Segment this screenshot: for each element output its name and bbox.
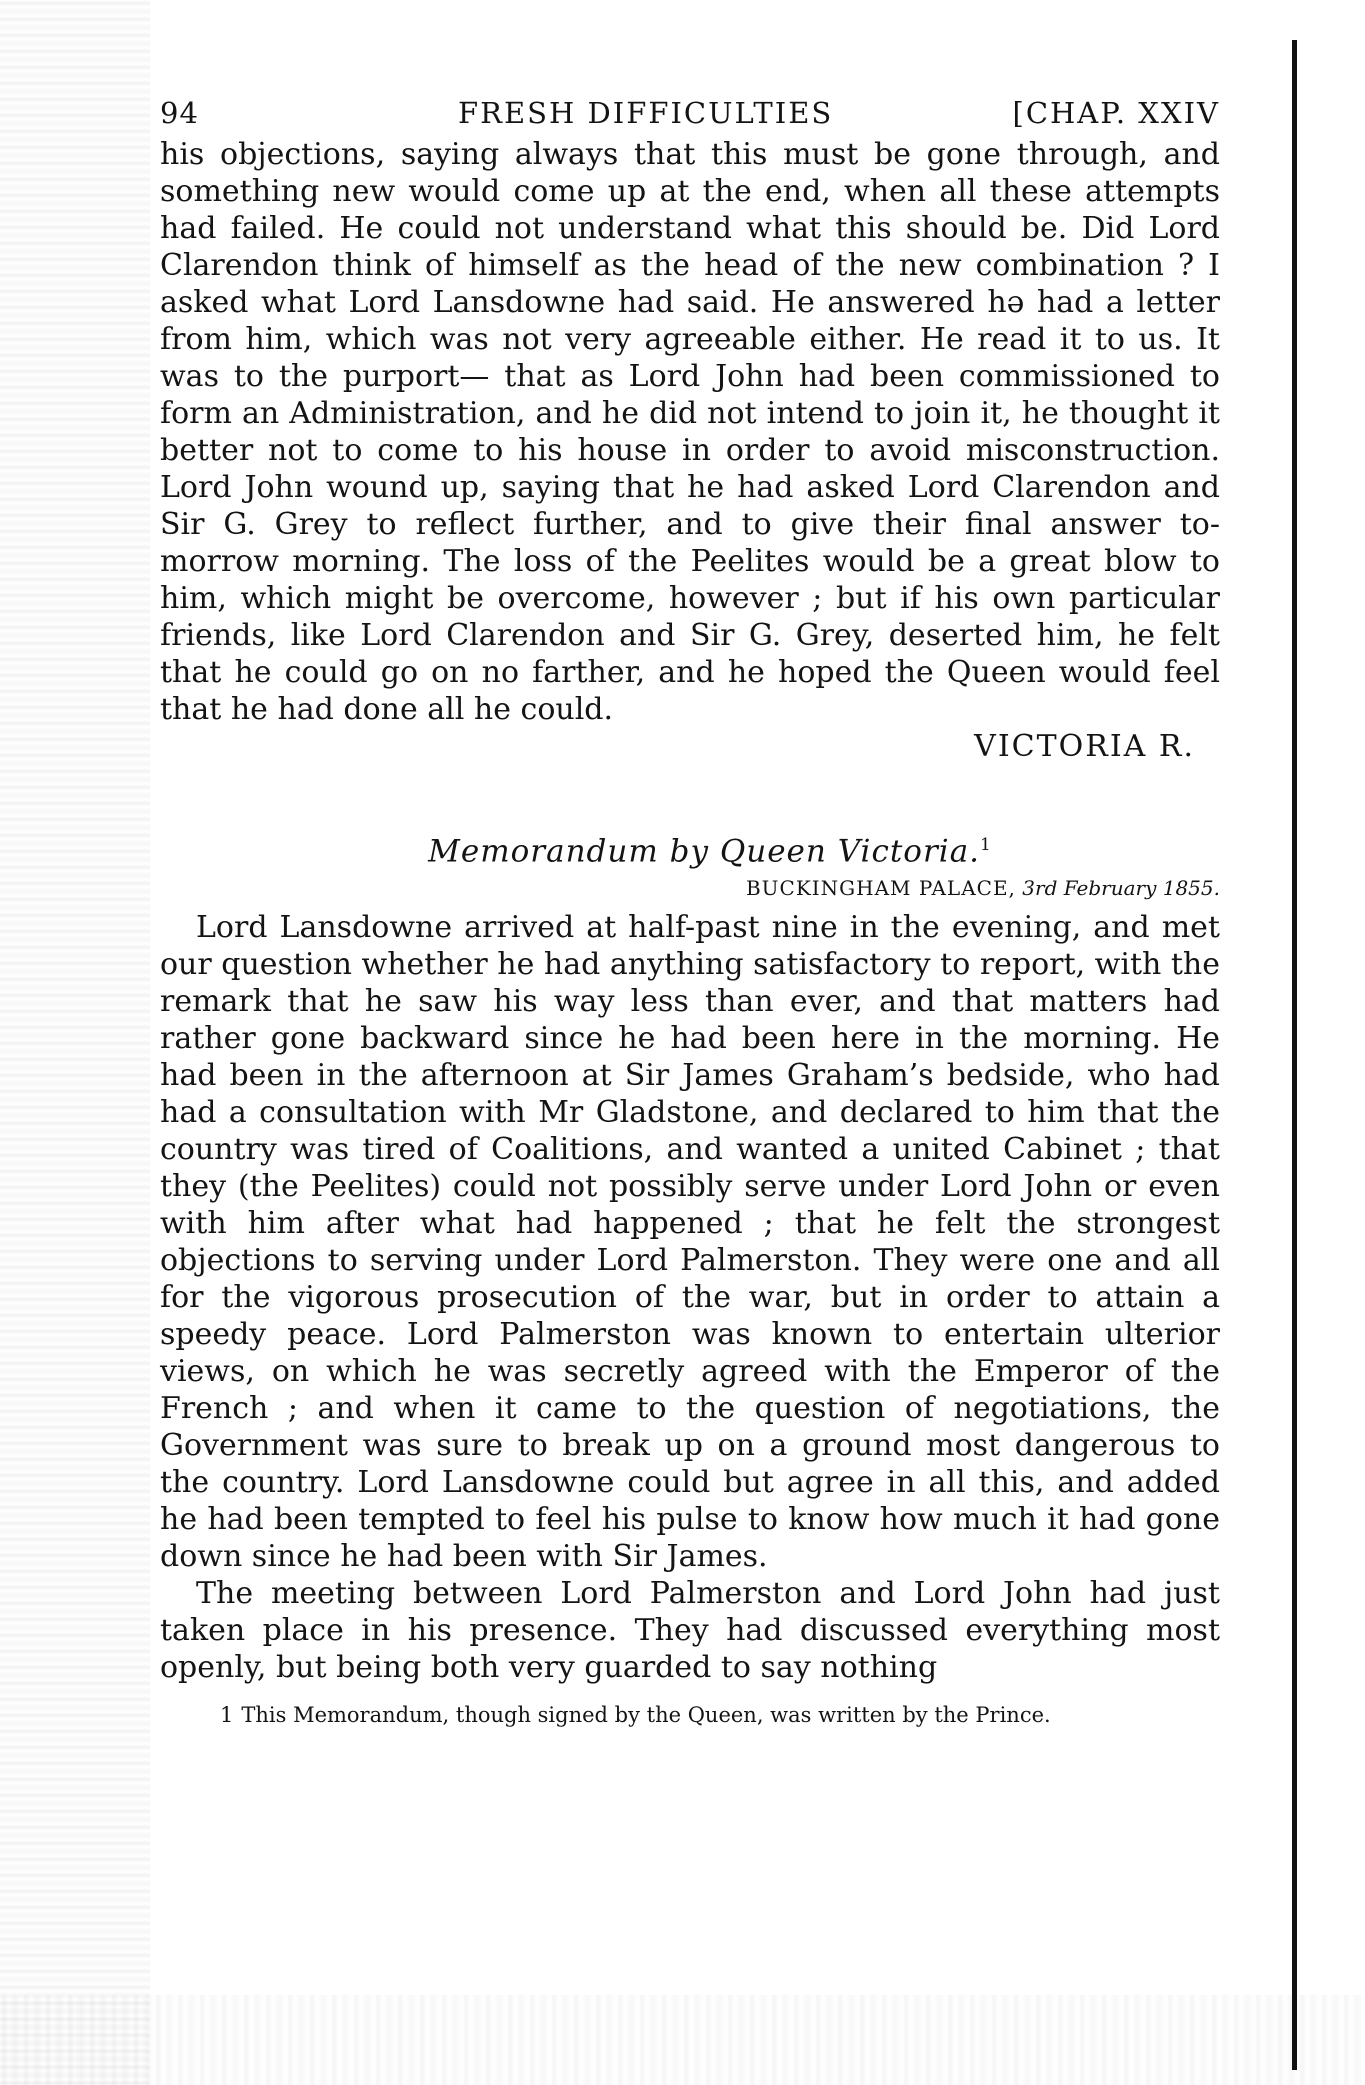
footnote-text: This Memorandum, though signed by the Queen, was written by the Prince. [241, 1703, 1051, 1728]
footnote [220, 1700, 1220, 1730]
dateline-date: 3rd February 1855. [1022, 876, 1220, 901]
page-edge-line [1292, 40, 1297, 2070]
chapter-label: [CHAP. XXIV [1012, 96, 1220, 130]
signature: VICTORIA R. [974, 729, 1195, 764]
page-number: 94 [160, 96, 199, 130]
book-page [160, 96, 1220, 1730]
memorandum-title: Memorandum by Queen Victoria. [428, 833, 981, 870]
running-head [160, 96, 1220, 136]
memorandum-paragraph-2: The meeting between Lord Palmerston and Lord John had just taken place in his presence. They had discussed everything most openly, but being both very guarded to say nothing [160, 1576, 1220, 1686]
scan-gutter-shading [0, 0, 150, 2085]
running-title: FRESH DIFFICULTIES [458, 96, 834, 130]
memorandum-paragraph-1: Lord Lansdowne arrived at half-past nine in the evening, and met our question whether he had anything satisfactory to report, with the remark that he saw his way less than ever, and that matters had rather gone backward since he had been here in the morning. He had been in the afternoon at Sir James Graham’s bedside, who had had a consultation with Mr Gladstone, and declared to him that the country was tired of Coalitions, and wanted a united Cabinet ; that they (the Peelites) could not possibly serve under Lord John or even with him after what had happened ; that he felt the strongest objections to serving under Lord Palmerston. They were one and all for the vigorous prosecution of the war, but in order to attain a speedy peace. Lord Palmerston was known to entertain ulterior views, on which he was secretly agreed with the Emperor of the French ; and when it came to the question of negotiations, the Government was sure to break up on a ground most dangerous to the country. Lord Lansdowne could but agree in all this, and added he had been tempted to feel his pulse to know how much it had gone down since he had been with Sir James. [160, 910, 1220, 1575]
footnote-spacer [160, 1686, 1220, 1700]
dateline-place: BUCKINGHAM PALACE, [745, 876, 1016, 901]
dateline [160, 871, 1220, 905]
letter-paragraph: his objections, saying always that this must be gone through, and something new would come up at the end, when all these attempts had failed. He could not understand what this should be. Did Lord Clarendon think of himself as the head of the new combination ? I asked what Lord Lansdowne had said. He answered hə had a letter from him, which was not very agreeable either. He read it to us. It was to the purport— that as Lord John had been commissioned to form an Administration, and he did not intend to join it, he thought it better not to come to his house in order to avoid misconstruction. Lord John wound up, saying that he had asked Lord Clarendon and Sir G. Grey to reflect further, and to give their final answer to-morrow morning. The loss of the Peelites would be a great blow to him, which might be overcome, however ; but if his own particular friends, like Lord Clarendon and Sir G. Grey, deserted him, he felt that he could go on no farther, and he hoped the Queen would feel that he had done all he could. [160, 137, 1220, 727]
memorandum-heading [200, 825, 1220, 871]
scan-bottom-speckle [0, 1995, 1365, 2085]
footnote-number: 1 [220, 1703, 234, 1728]
footnote-marker: 1 [980, 835, 992, 855]
